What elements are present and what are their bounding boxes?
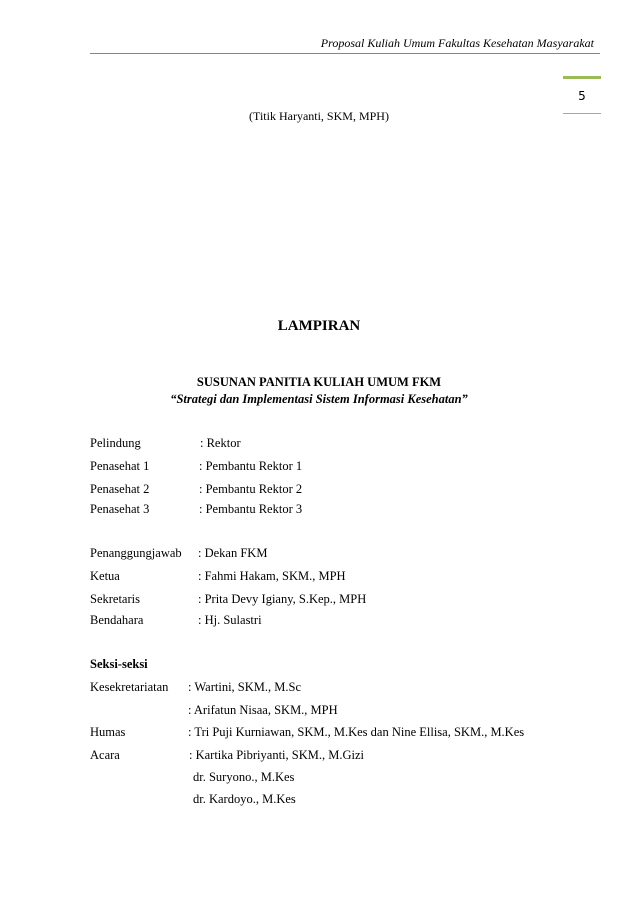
section-value: dr. Suryono., M.Kes <box>193 770 295 784</box>
header-rule <box>90 53 600 54</box>
role-value: : Prita Devy Igiany, S.Kep., MPH <box>198 592 367 606</box>
page-number: 5 <box>578 89 586 103</box>
section-value: : Tri Puji Kurniawan, SKM., M.Kes dan Nine Ellisa, SKM., M.Kes <box>188 725 525 739</box>
role-label: Sekretaris <box>90 592 140 606</box>
role-value: : Dekan FKM <box>198 546 268 560</box>
signatory-name: (Titik Haryanti, SKM, MPH) <box>249 109 389 123</box>
section-value: : Kartika Pibriyanti, SKM., M.Gizi <box>189 748 364 762</box>
section-label: Humas <box>90 725 126 739</box>
role-label: Pelindung <box>90 436 141 450</box>
event-theme: “Strategi dan Implementasi Sistem Informasi Kesehatan” <box>170 392 468 406</box>
role-label: Penasehat 1 <box>90 459 150 473</box>
section-value: dr. Kardoyo., M.Kes <box>193 792 296 806</box>
page-number-top-bar <box>563 76 601 79</box>
running-header: Proposal Kuliah Umum Fakultas Kesehatan Masyarakat <box>320 36 594 50</box>
role-value: : Fahmi Hakam, SKM., MPH <box>198 569 346 583</box>
section-value: : Arifatun Nisaa, SKM., MPH <box>188 703 338 717</box>
role-value: : Hj. Sulastri <box>198 613 262 627</box>
role-label: Ketua <box>90 569 120 583</box>
section-value: : Wartini, SKM., M.Sc <box>188 680 302 694</box>
role-label: Penanggungjawab <box>90 546 182 560</box>
appendix-title: LAMPIRAN <box>277 318 361 334</box>
role-value: : Pembantu Rektor 1 <box>199 459 303 473</box>
role-value: : Rektor <box>200 436 241 450</box>
role-value: : Pembantu Rektor 2 <box>199 482 303 496</box>
role-value: : Pembantu Rektor 3 <box>199 502 303 516</box>
sections-heading: Seksi-seksi <box>90 657 148 671</box>
section-label: Kesekretariatan <box>90 680 169 694</box>
committee-title: SUSUNAN PANITIA KULIAH UMUM FKM <box>196 375 442 389</box>
role-label: Penasehat 2 <box>90 482 150 496</box>
role-label: Penasehat 3 <box>90 502 150 516</box>
role-label: Bendahara <box>90 613 144 627</box>
section-label: Acara <box>90 748 120 762</box>
